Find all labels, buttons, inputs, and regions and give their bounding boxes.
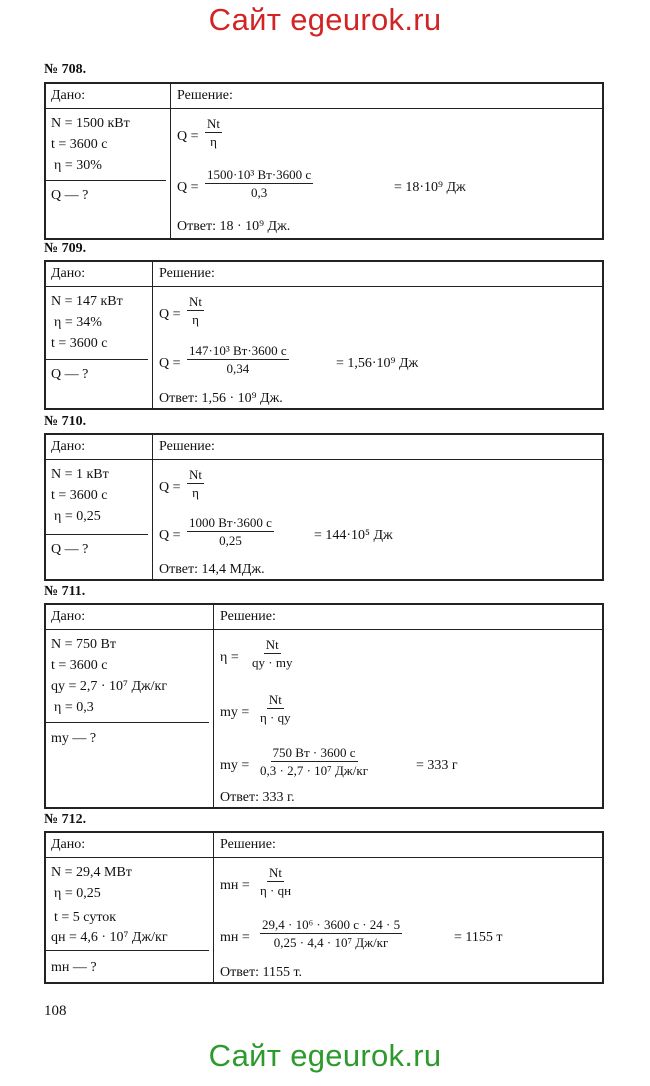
formula-lhs: mу = [220, 758, 250, 773]
problem-table [44, 603, 604, 809]
formula-fraction [187, 467, 204, 500]
given-line: qн = 4,6 · 10⁷ Дж/кг [51, 930, 168, 945]
site-watermark-bottom: Сайт egeurok.ru [208, 1038, 442, 1073]
fraction-numerator: 1500·10³ Вт·3600 с [207, 167, 312, 182]
given-line: t = 3600 с [51, 488, 108, 503]
solution-header: Решение: [159, 439, 215, 454]
formula-fraction [260, 917, 402, 950]
answer-line: Ответ: 333 г. [220, 790, 295, 805]
formula-fraction [187, 343, 289, 376]
formula-fraction [187, 515, 274, 548]
given-line: N = 147 кВт [51, 294, 123, 309]
formula-lhs: Q = [177, 180, 199, 195]
given-line: η = 0,3 [54, 700, 94, 715]
given-line: t = 3600 с [51, 137, 108, 152]
fraction-denominator: η · qн [260, 883, 292, 898]
problem-number: № 710. [44, 414, 87, 429]
given-line: η = 34% [54, 315, 102, 330]
problem-number: № 708. [44, 62, 87, 77]
formula-result: = 333 г [416, 758, 458, 773]
solution-header: Решение: [220, 837, 276, 852]
formula-fraction [260, 745, 368, 778]
formula-result: = 144·10⁵ Дж [314, 528, 393, 543]
given-line: t = 5 суток [54, 910, 117, 925]
find-line: Q — ? [51, 367, 89, 382]
solution-header: Решение: [177, 88, 233, 103]
problem-number: № 709. [44, 241, 87, 256]
fraction-numerator: Nt [268, 692, 282, 707]
given-line: N = 1 кВт [51, 467, 109, 482]
fraction-numerator: Nt [189, 294, 202, 309]
given-line: N = 29,4 МВт [51, 865, 132, 880]
problem-table [44, 831, 604, 984]
formula-lhs: Q = [159, 480, 181, 495]
fraction-numerator: 29,4 · 10⁶ · 3600 с · 24 · 5 [262, 917, 401, 932]
answer-line: Ответ: 1,56 · 10⁹ Дж. [159, 391, 283, 406]
solution-header: Решение: [220, 609, 276, 624]
find-line: Q — ? [51, 188, 89, 203]
site-watermark-top: Сайт egeurok.ru [208, 2, 442, 37]
fraction-numerator: Nt [189, 467, 202, 482]
formula-result: = 1,56·10⁹ Дж [336, 356, 419, 371]
formula-lhs: mн = [220, 930, 250, 945]
problem-table [44, 260, 604, 410]
answer-line: Ответ: 18 · 10⁹ Дж. [177, 219, 291, 234]
formula-fraction [252, 637, 292, 670]
given-header: Дано: [51, 609, 86, 624]
page-number: 108 [44, 1003, 67, 1019]
formula-lhs: Q = [159, 528, 181, 543]
fraction-numerator: 1000 Вт·3600 с [189, 515, 272, 530]
given-line: N = 1500 кВт [51, 116, 130, 131]
fraction-denominator: η · qу [260, 710, 291, 725]
formula-lhs: Q = [177, 129, 199, 144]
find-line: Q — ? [51, 542, 89, 557]
problem-table [44, 82, 604, 240]
given-line: η = 0,25 [54, 509, 101, 524]
formula-fraction [260, 865, 291, 898]
formula-fraction [205, 167, 313, 200]
formula-fraction [260, 692, 291, 725]
given-line: qу = 2,7 · 10⁷ Дж/кг [51, 679, 168, 694]
given-header: Дано: [51, 837, 86, 852]
formula-result: = 1155 т [454, 930, 503, 945]
fraction-numerator: 147·10³ Вт·3600 с [189, 343, 287, 358]
formula-lhs: η = [220, 650, 239, 665]
answer-line: Ответ: 1155 т. [220, 965, 303, 980]
given-header: Дано: [51, 266, 86, 281]
fraction-denominator: η [192, 312, 199, 327]
problem-table [44, 433, 604, 581]
formula-fraction [205, 116, 222, 149]
given-line: η = 30% [54, 158, 102, 173]
fraction-denominator: qу · mу [252, 655, 293, 670]
fraction-denominator: 0,25 [219, 533, 242, 548]
fraction-denominator: 0,3 · 2,7 · 10⁷ Дж/кг [260, 763, 369, 778]
find-line: mн — ? [51, 960, 97, 975]
answer-line: Ответ: 14,4 МДж. [159, 562, 265, 577]
given-header: Дано: [51, 439, 86, 454]
solution-header: Решение: [159, 266, 215, 281]
given-line: η = 0,25 [54, 886, 101, 901]
given-line: t = 3600 с [51, 336, 108, 351]
fraction-denominator: 0,34 [226, 361, 250, 376]
formula-lhs: Q = [159, 307, 181, 322]
formula-lhs: Q = [159, 356, 181, 371]
given-line: t = 3600 с [51, 658, 108, 673]
fraction-denominator: η [192, 485, 199, 500]
formula-result: = 18·10⁹ Дж [394, 180, 466, 195]
fraction-denominator: 0,3 [250, 185, 268, 200]
fraction-numerator: 750 Вт · 3600 с [272, 745, 356, 760]
fraction-numerator: Nt [207, 116, 220, 131]
formula-lhs: mу = [220, 705, 250, 720]
fraction-denominator: η [210, 134, 217, 149]
problem-number: № 712. [44, 812, 87, 827]
fraction-numerator: Nt [265, 637, 279, 652]
fraction-numerator: Nt [269, 865, 283, 880]
formula-fraction [187, 294, 204, 327]
find-line: mу — ? [51, 731, 97, 746]
given-header: Дано: [51, 88, 86, 103]
problem-number: № 711. [44, 584, 86, 599]
given-line: N = 750 Вт [51, 637, 116, 652]
fraction-denominator: 0,25 · 4,4 · 10⁷ Дж/кг [273, 935, 389, 950]
formula-lhs: mн = [220, 878, 250, 893]
